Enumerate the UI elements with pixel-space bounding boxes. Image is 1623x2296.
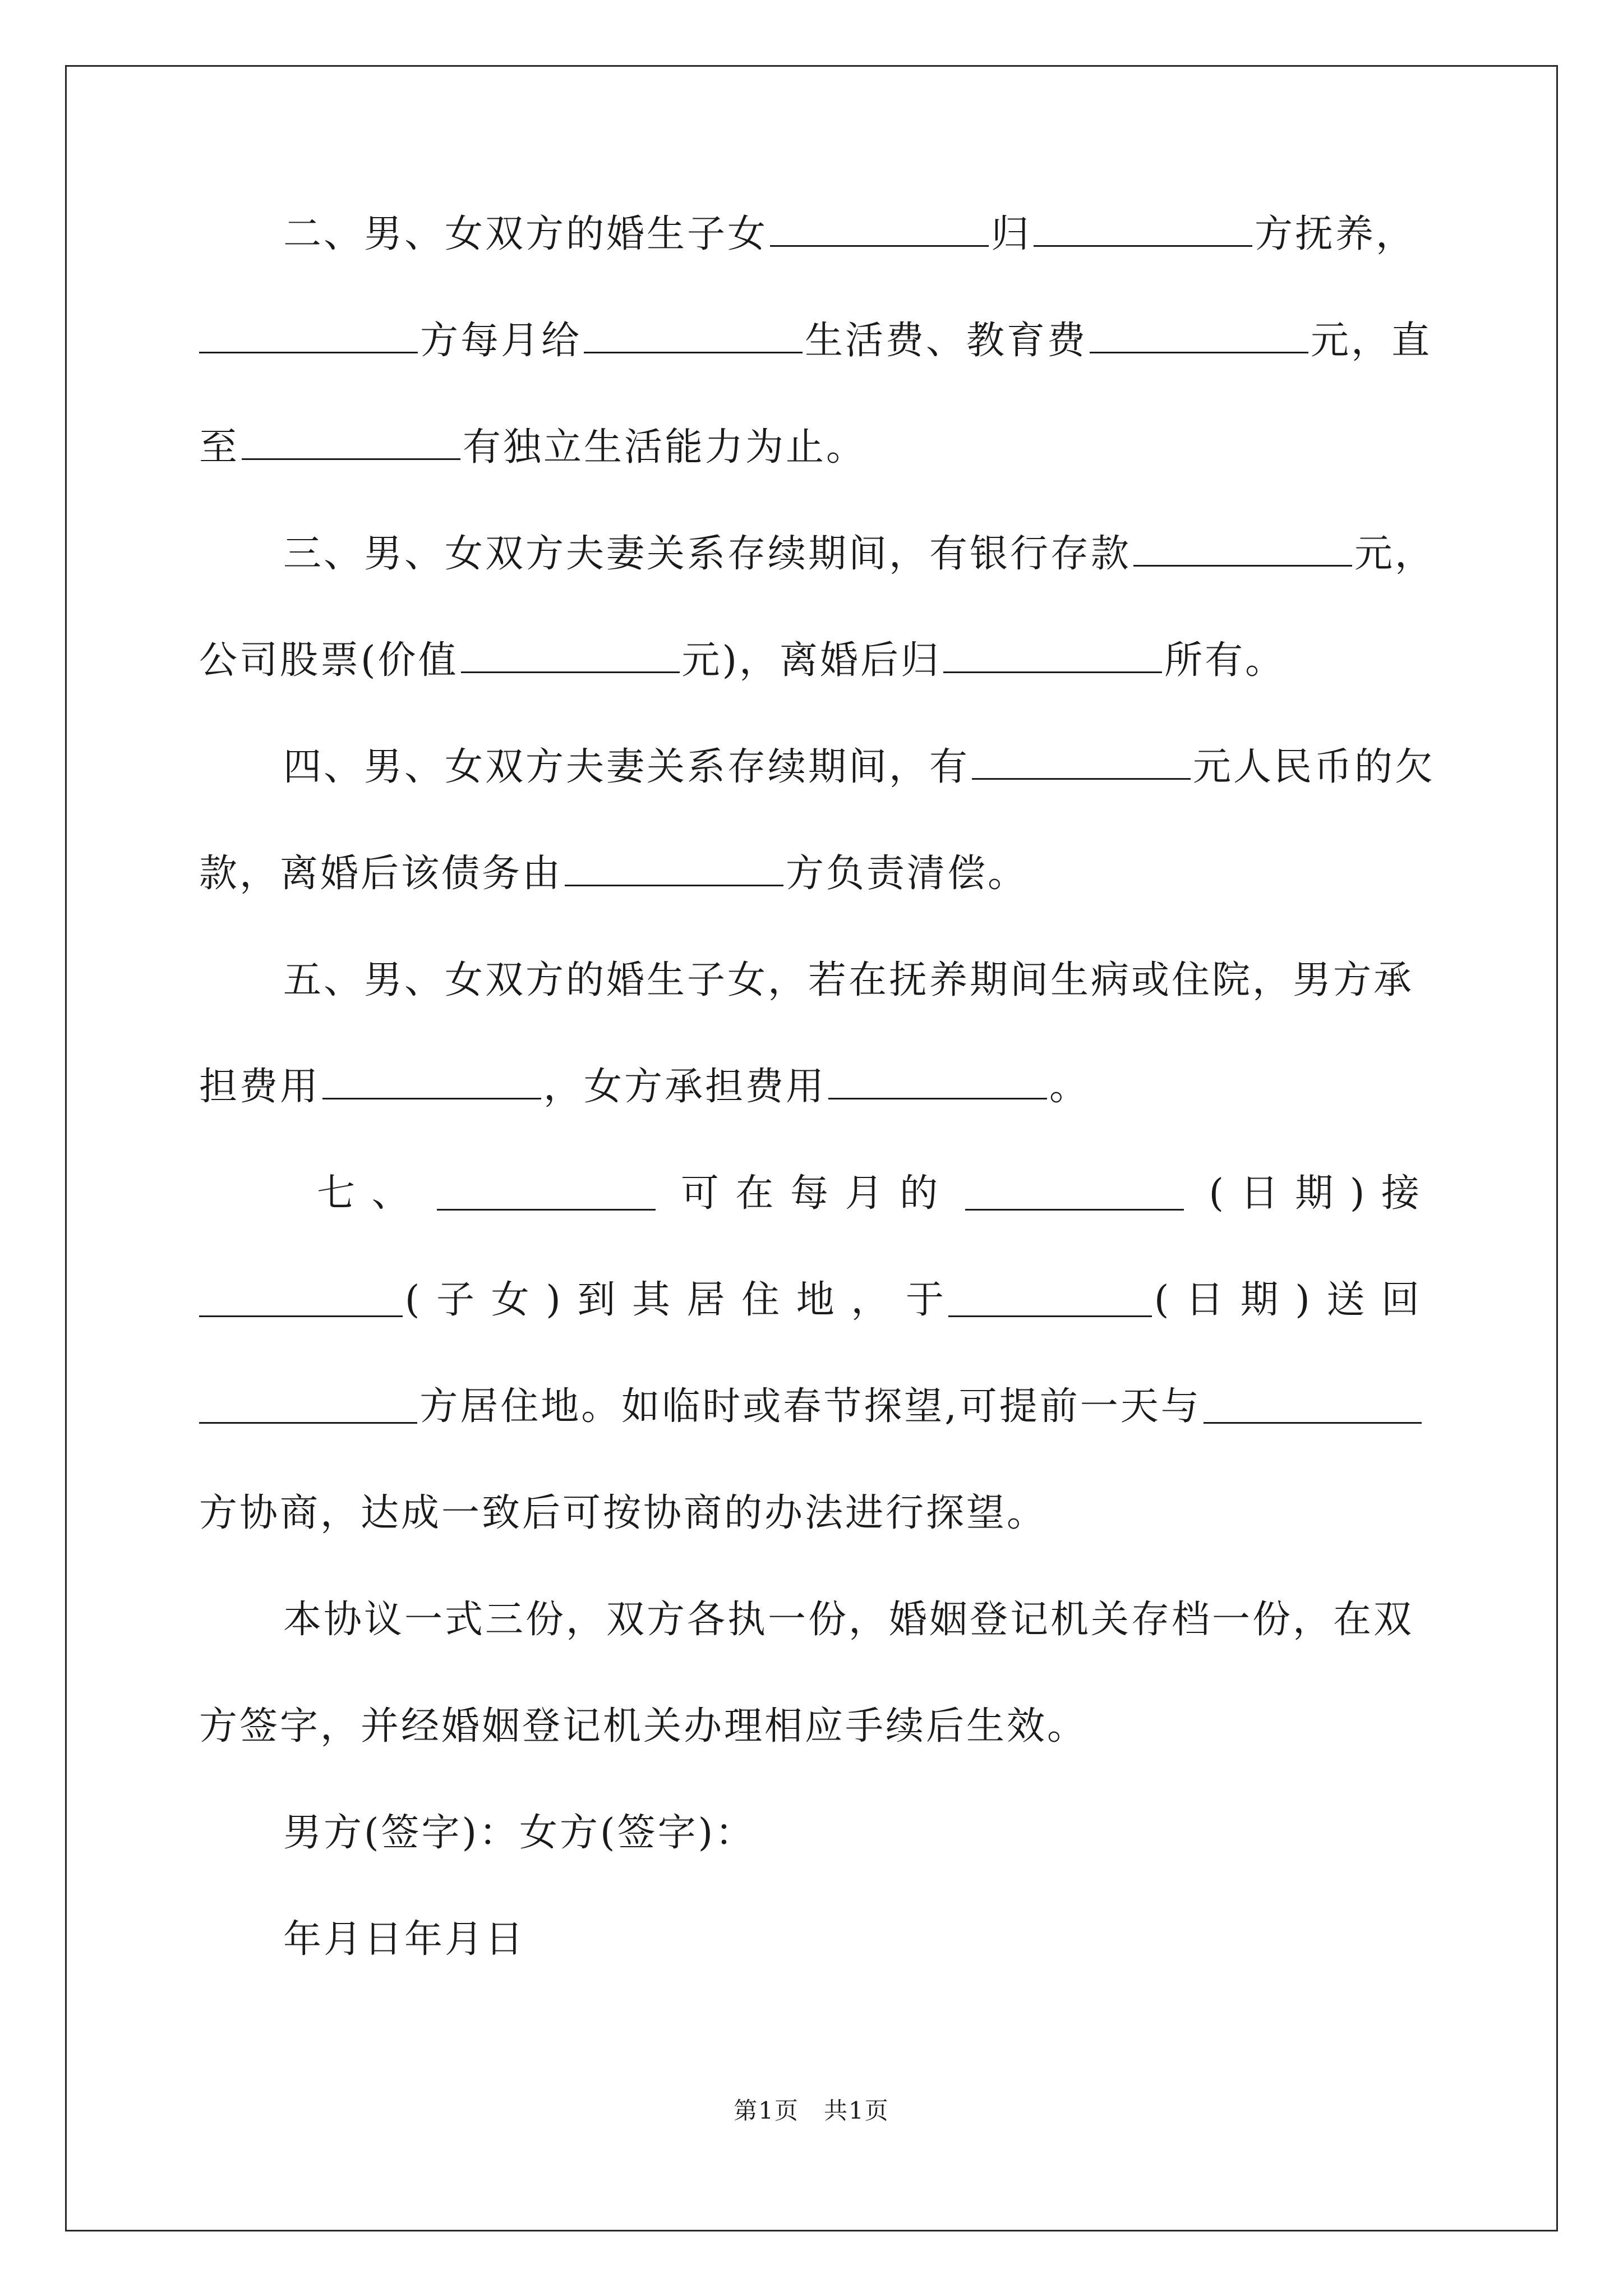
blank-field[interactable]: [1133, 533, 1352, 567]
text-segment: 五、男、女双方的婚生子女，若在抚养期间生病或住院，男方承: [283, 958, 1414, 1002]
text-segment: 公司股票(价值: [199, 638, 459, 683]
paragraph-7-line-2: [199, 1278, 1422, 1323]
text-segment: 。: [1049, 1065, 1090, 1109]
text-segment: 担费用: [199, 1065, 321, 1109]
page-number-footer: 第1页 共1页: [734, 2097, 889, 2124]
blank-field[interactable]: [584, 320, 803, 353]
paragraph-7-line-3: [199, 1384, 1422, 1429]
blank-field[interactable]: [565, 853, 783, 886]
page-border: [65, 65, 1558, 2231]
blank-field[interactable]: [1034, 214, 1252, 247]
text-segment: 所有。: [1164, 638, 1286, 683]
text-segment: 归: [991, 212, 1032, 256]
text-segment: 七 、: [317, 1171, 412, 1216]
text-segment: 方签字，并经婚姻登记机关办理相应手续后生效。: [199, 1704, 1088, 1749]
text-segment: 元，: [1354, 532, 1436, 576]
text-segment: 三、男、女双方夫妻关系存续期间，有银行存款: [283, 532, 1132, 576]
text-segment: ( 子 女 ) 到 其 居 住 地 ， 于: [404, 1278, 947, 1322]
text-segment: 方抚养，: [1255, 212, 1417, 256]
text-segment: 本协议一式三份，双方各执一份，婚姻登记机关存档一份，在双: [283, 1598, 1414, 1642]
blank-field[interactable]: [1090, 320, 1308, 353]
text-segment: 方协商，达成一致后可按协商的办法进行探望。: [199, 1491, 1048, 1535]
text-segment: 方每月给: [420, 319, 582, 363]
paragraph-2-line-2: [199, 319, 1432, 364]
blank-field[interactable]: [1204, 1391, 1422, 1424]
text-segment: 有独立生活能力为止。: [463, 425, 867, 470]
text-segment: 年月日年月日: [283, 1917, 526, 1962]
text-segment: ( 日 期 ) 送 回: [1154, 1278, 1422, 1322]
paragraph-3-line-2: [199, 638, 1422, 683]
text-segment: 生活费、教育费: [805, 319, 1088, 363]
paragraph-7-line-1: [199, 1171, 1422, 1216]
text-segment: 四、男、女双方夫妻关系存续期间，有: [283, 745, 970, 789]
blank-field[interactable]: [242, 427, 460, 460]
text-segment: 可 在 每 月 的: [680, 1171, 940, 1216]
text-segment: 元)，离婚后归: [681, 638, 942, 683]
blank-field[interactable]: [972, 747, 1191, 780]
blank-field[interactable]: [770, 214, 989, 247]
blank-field[interactable]: [199, 1284, 403, 1317]
signature-line: [199, 1811, 1422, 1856]
paragraph-4-line-2: [199, 852, 1422, 896]
blank-field[interactable]: [461, 640, 680, 673]
text-segment: 款，离婚后该债务由: [199, 852, 563, 896]
text-segment: 方居住地。如临时或春节探望,可提前一天与: [419, 1384, 1201, 1429]
text-segment: 元，直: [1311, 319, 1432, 363]
text-segment: ( 日 期 ) 接: [1209, 1171, 1422, 1216]
text-segment: 至: [199, 425, 240, 470]
blank-field[interactable]: [322, 1066, 541, 1099]
text-segment: 元人民币的欠: [1193, 745, 1436, 789]
text-segment: 男方(签字)：女方(签字)：: [283, 1811, 756, 1855]
paragraph-5-line-2: [199, 1065, 1422, 1110]
blank-field[interactable]: [965, 1177, 1184, 1211]
blank-field[interactable]: [437, 1177, 656, 1211]
date-line: [199, 1917, 1422, 1962]
blank-field[interactable]: [948, 1284, 1152, 1317]
blank-field[interactable]: [828, 1066, 1047, 1099]
paragraph-3-line-1: [199, 532, 1436, 577]
paragraph-2-line-1: [199, 212, 1422, 257]
text-segment: ，女方承担费用: [543, 1065, 827, 1109]
text-segment: 二、男、女双方的婚生子女: [283, 212, 768, 256]
paragraph-5-line-1: [199, 958, 1422, 1003]
blank-field[interactable]: [199, 320, 418, 353]
closing-paragraph-line-2: [199, 1704, 1422, 1749]
blank-field[interactable]: [943, 640, 1162, 673]
blank-field[interactable]: [199, 1391, 417, 1424]
paragraph-7-line-4: [199, 1491, 1422, 1536]
text-segment: 方负责清偿。: [786, 852, 1029, 896]
closing-paragraph-line-1: [199, 1598, 1422, 1642]
paragraph-2-line-3: [199, 425, 1422, 470]
paragraph-4-line-1: [199, 745, 1436, 790]
